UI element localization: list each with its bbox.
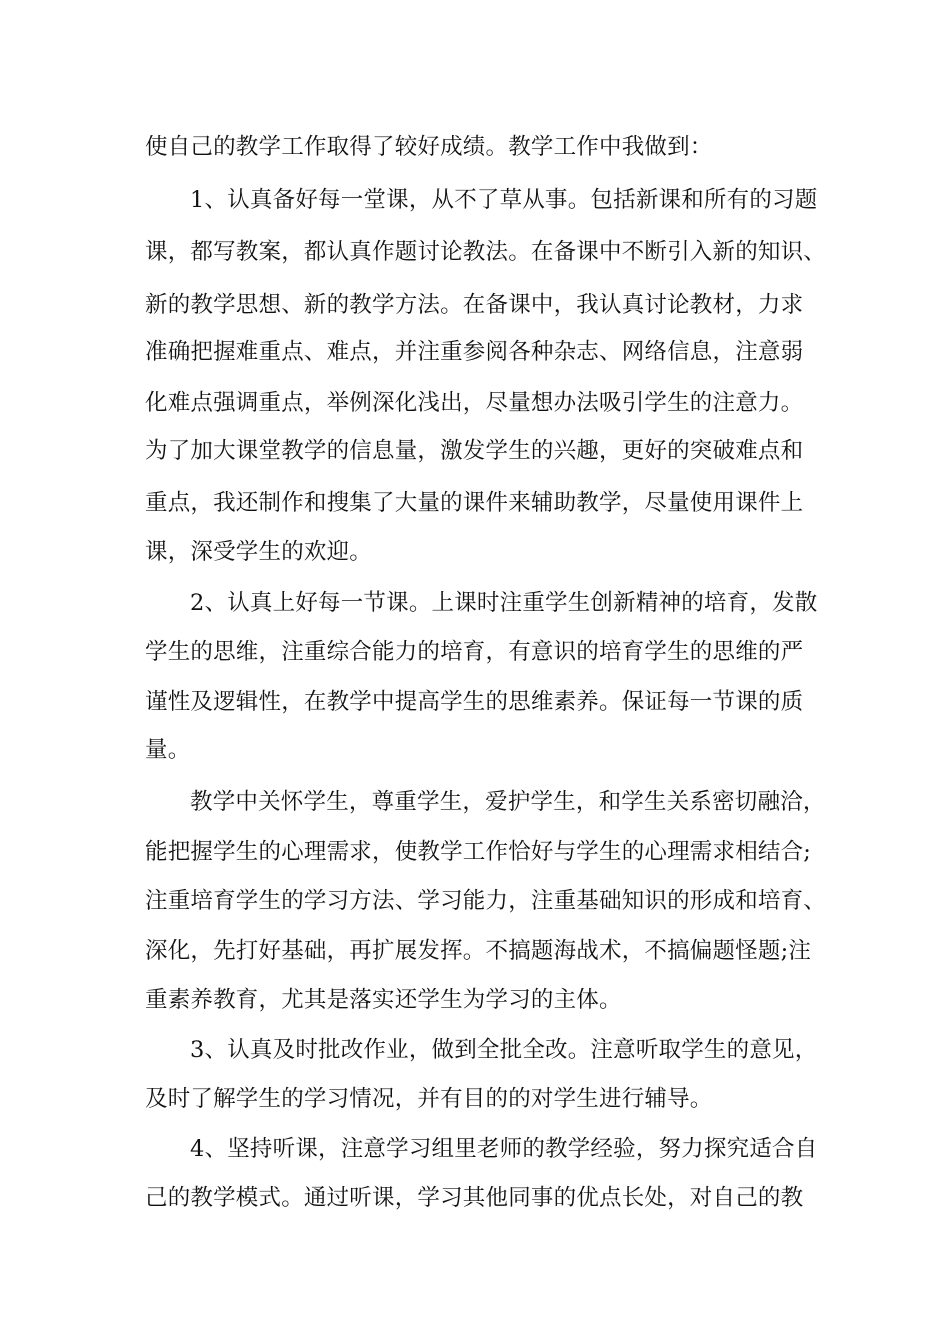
text-line: 重素养教育，尤其是落实还学生为学习的主体。 — [145, 987, 622, 1013]
text-line: 新的教学思想、新的教学方法。在备课中，我认真讨论教材，力求 — [145, 292, 804, 318]
text-line: 1、认真备好每一堂课，从不了草从事。包括新课和所有的习题 — [190, 187, 818, 213]
text-line: 课，深受学生的欢迎。 — [145, 539, 373, 565]
text-line: 量。 — [145, 737, 191, 763]
text-line: 4、坚持听课，注意学习组里老师的教学经验，努力探究适合自 — [190, 1136, 818, 1162]
text-line: 能把握学生的心理需求，使教学工作恰好与学生的心理需求相结合; — [145, 839, 812, 865]
text-line: 教学中关怀学生，尊重学生，爱护学生，和学生关系密切融洽， — [190, 789, 826, 815]
text-line: 谨性及逻辑性，在教学中提高学生的思维素养。保证每一节课的质 — [145, 689, 804, 715]
text-line: 化难点强调重点，举例深化浅出，尽量想办法吸引学生的注意力。 — [145, 390, 804, 416]
text-line: 及时了解学生的学习情况，并有目的的对学生进行辅导。 — [145, 1086, 713, 1112]
text-line: 学生的思维，注重综合能力的培育，有意识的培育学生的思维的严 — [145, 639, 804, 665]
text-line: 注重培育学生的学习方法、学习能力，注重基础知识的形成和培育、 — [145, 888, 827, 914]
text-line: 3、认真及时批改作业，做到全批全改。注意听取学生的意见， — [190, 1037, 818, 1063]
text-line: 重点，我还制作和搜集了大量的课件来辅助教学，尽量使用课件上 — [145, 490, 804, 516]
text-line: 2、认真上好每一节课。上课时注重学生创新精神的培育，发散 — [190, 590, 818, 616]
text-line: 深化，先打好基础，再扩展发挥。不搞题海战术，不搞偏题怪题;注 — [145, 938, 812, 964]
text-line: 为了加大课堂教学的信息量，激发学生的兴趣，更好的突破难点和 — [145, 438, 804, 464]
text-line: 己的教学模式。通过听课，学习其他同事的优点长处，对自己的教 — [145, 1185, 804, 1211]
text-line: 使自己的教学工作取得了较好成绩。教学工作中我做到： — [145, 134, 713, 160]
text-line: 准确把握难重点、难点，并注重参阅各种杂志、网络信息，注意弱 — [145, 339, 804, 365]
text-line: 课，都写教案，都认真作题讨论教法。在备课中不断引入新的知识、 — [145, 239, 827, 265]
